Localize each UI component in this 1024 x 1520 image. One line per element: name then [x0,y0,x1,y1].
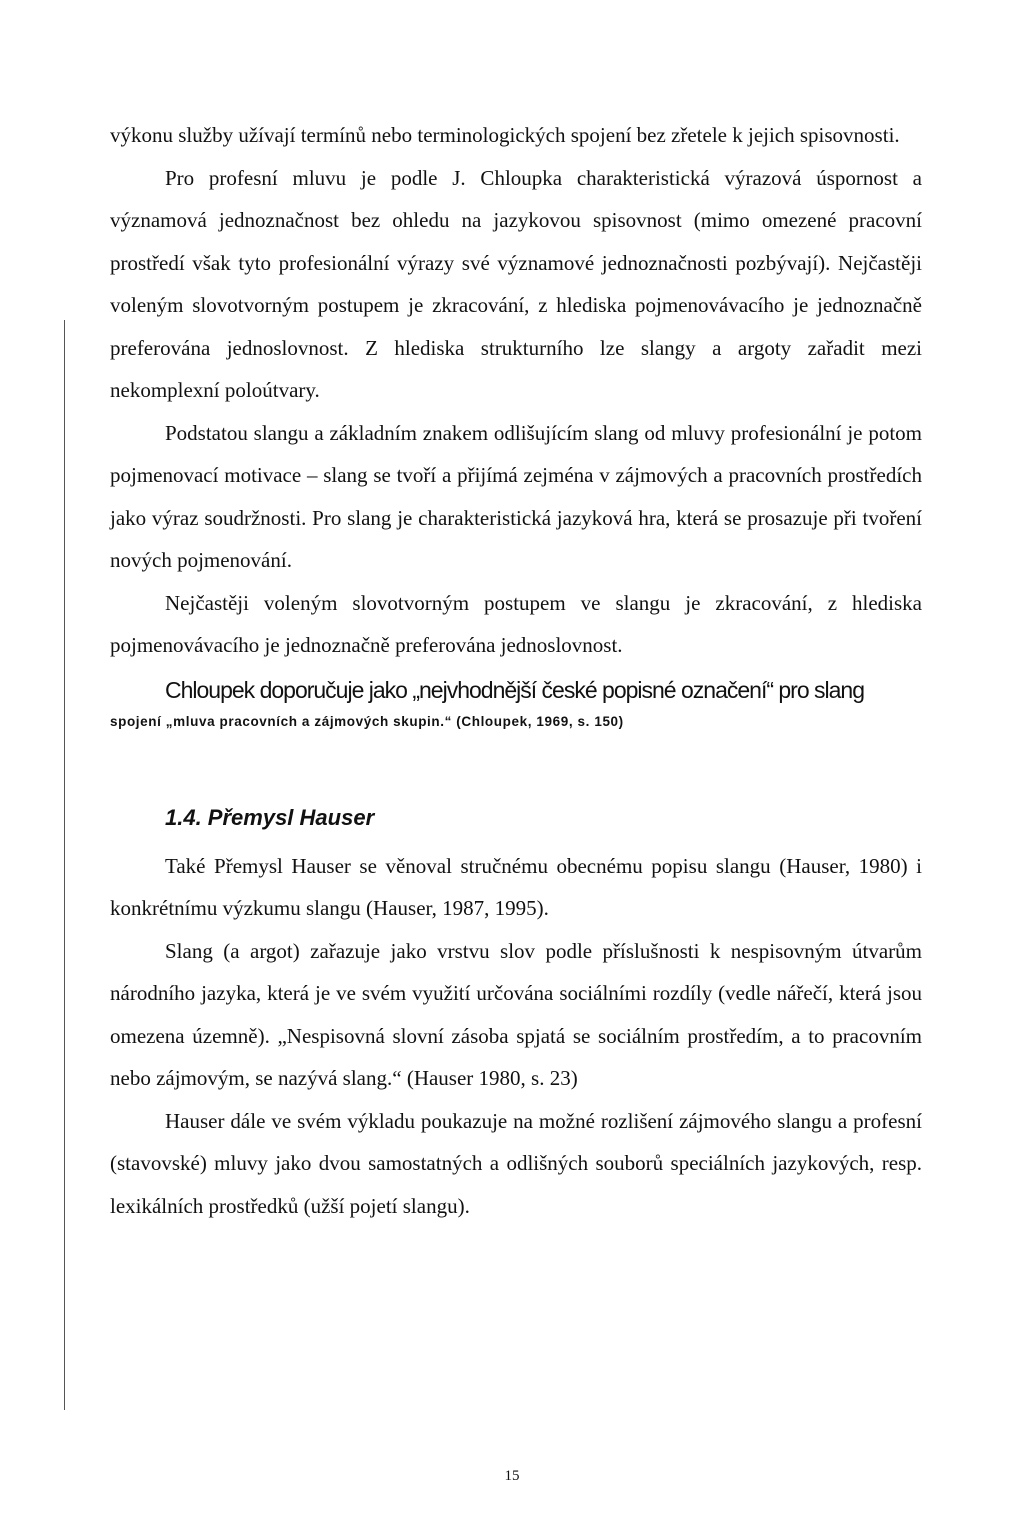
page-number: 15 [504,1468,520,1484]
margin-rule [64,320,65,1410]
paragraph-5: Chloupek doporučuje jako „nejvhodnější české popisné označení“ pro slang [165,676,864,703]
text-body [110,114,922,1227]
paragraph-4: Nejčastěji voleným slovotvorným postupem ve slangu je zkracování, z hlediska pojmenovávacího je jednoznačně preferována jednoslovnost. [110,590,922,657]
section-heading: 1.4. Přemysl Hauser [165,804,375,830]
paragraph-6: spojení „mluva pracovních a zájmových skupin.“ (Chloupek, 1969, s. 150) [110,713,624,729]
paragraph-8: Slang (a argot) zařazuje jako vrstvu slov podle příslušnosti k nespisovným útvarům národního jazyka, která je ve svém využití určována sociálními rozdíly (vedle nářečí, která jsou omezena územně). „Nespisovná slovní zásoba spjatá se sociálním prostředím, a to pracovním nebo zájmovým, se nazývá slang.“ (Hauser 1980, s. 23) [110,938,922,1090]
paragraph-3: Podstatou slangu a základním znakem odlišujícím slang od mluvy profesionální je potom pojmenovací motivace – slang se tvoří a přijímá zejména v zájmových a pracovních prostředích jako výraz soudržnosti. Pro slang je charakteristická jazyková hra, která se prosazuje při tvoření nových pojmenování. [110,420,922,572]
paragraph-2: Pro profesní mluvu je podle J. Chloupka charakteristická výrazová úspornost a významová jednoznačnost bez ohledu na jazykovou spisovnost (mimo omezené pracovní prostředí však tyto profesionální výrazy své významové jednoznačnosti pozbývají). Nejčastěji voleným slovotvorným postupem je zkracování, z hlediska pojmenovávacího je jednoznačně preferována jednoslovnost. Z hlediska strukturního lze slangy a argoty zařadit mezi nekomplexní poloútvary. [110,165,922,402]
paragraph-1: výkonu služby užívají termínů nebo terminologických spojení bez zřetele k jejich spisovnosti. [110,123,900,147]
paragraph-9: Hauser dále ve svém výkladu poukazuje na možné rozlišení zájmového slangu a profesní (stavovské) mluvy jako dvou samostatných a odlišných souborů speciálních jazykových, resp. lexikálních prostředků (užší pojetí slangu). [110,1108,922,1218]
paragraph-7: Také Přemysl Hauser se věnoval stručnému obecnému popisu slangu (Hauser, 1980) i konkrétnímu výzkumu slangu (Hauser, 1987, 1995). [110,853,922,920]
